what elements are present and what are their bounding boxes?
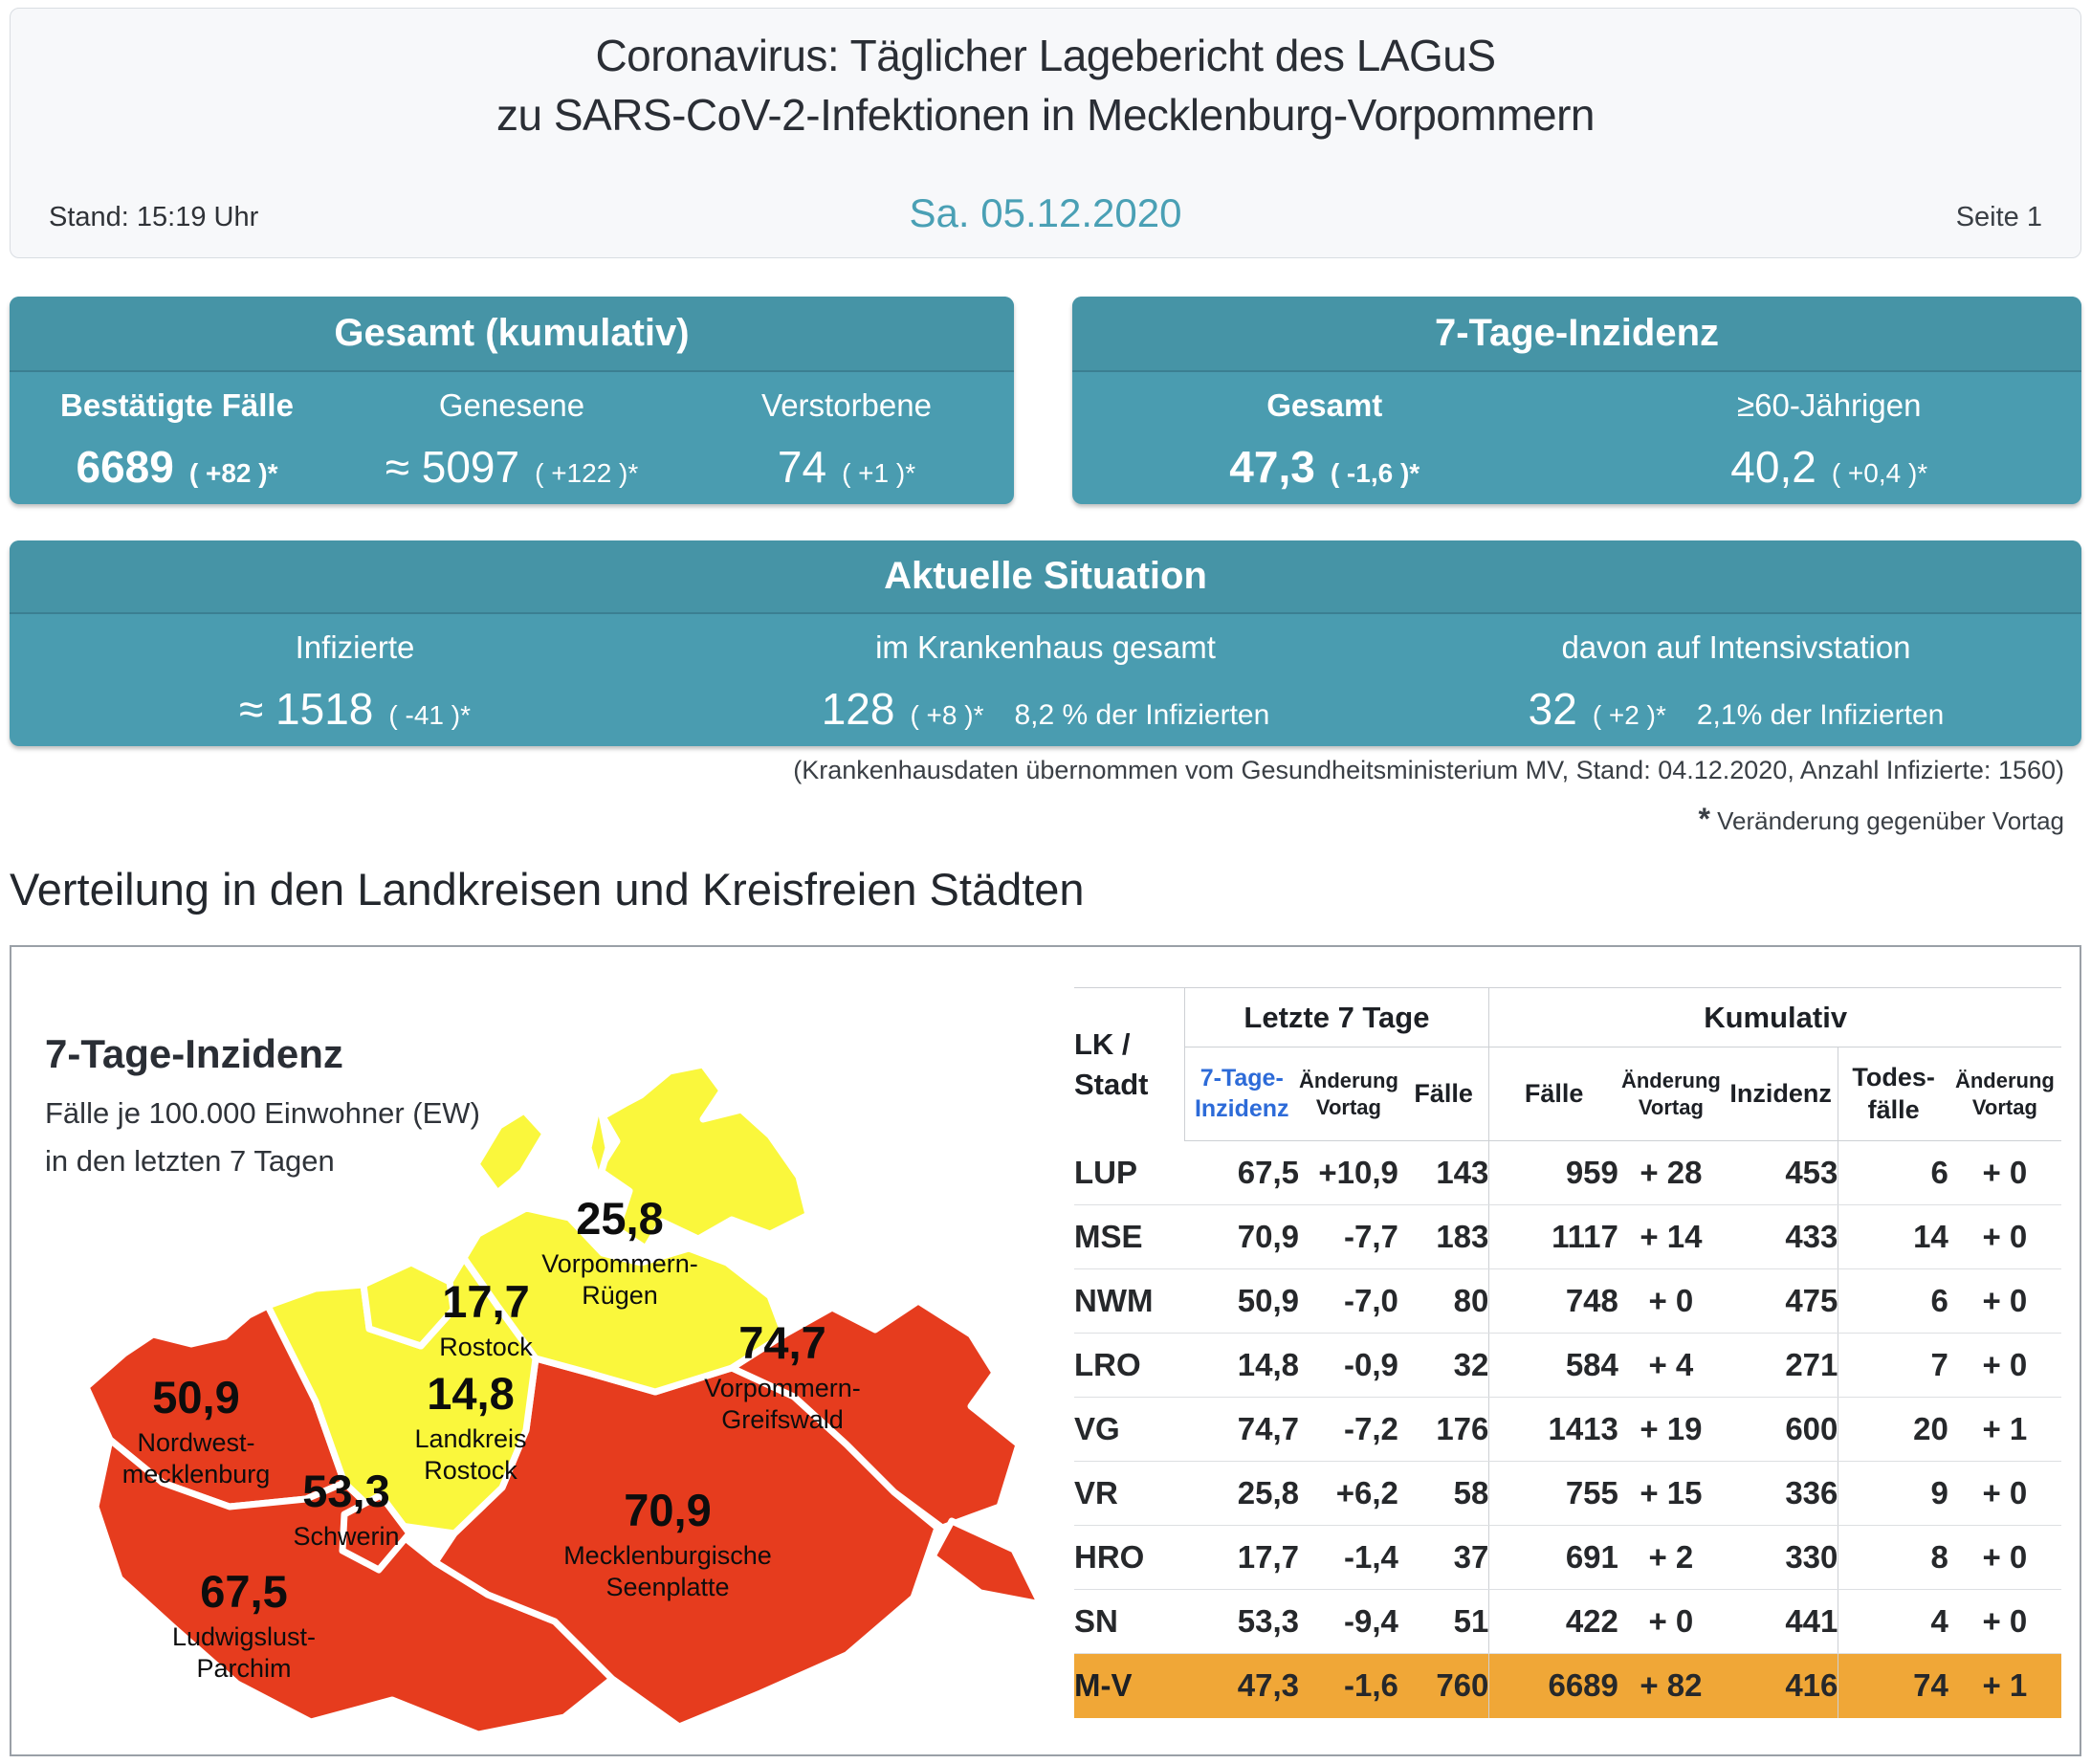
card-gesamt-kumulativ bbox=[10, 297, 1014, 504]
district-table bbox=[1074, 987, 2061, 1718]
card-inzidenz-title: 7-Tage-Inzidenz bbox=[1434, 312, 1720, 354]
map-region-name: Parchim bbox=[196, 1654, 292, 1683]
stat-change: ( -41 )* bbox=[388, 700, 471, 730]
table-header-aenderung-vortag: Änderung Vortag bbox=[1299, 1047, 1398, 1141]
cell-chgk: + 0 bbox=[1618, 1590, 1724, 1654]
cell-inzk: 416 bbox=[1724, 1654, 1838, 1718]
table-header-aenderung-vortag: Änderung Vortag bbox=[1948, 1047, 2061, 1141]
table-row bbox=[1074, 1590, 2061, 1654]
map-value-mse: 70,9 bbox=[624, 1485, 712, 1535]
map-label-hro bbox=[439, 1276, 533, 1361]
section-title: Verteilung in den Landkreisen und Kreisfreien Städten bbox=[10, 864, 1085, 915]
map-value-lup: 67,5 bbox=[200, 1566, 288, 1617]
card-aktuelle-situation bbox=[10, 540, 2081, 746]
cell-tod: 6 bbox=[1838, 1269, 1948, 1334]
cell-chgt: + 0 bbox=[1948, 1269, 2061, 1334]
stat-value: 40,2 bbox=[1730, 442, 1816, 492]
cell-inz7: 14,8 bbox=[1184, 1334, 1299, 1398]
cell-tod: 74 bbox=[1838, 1654, 1948, 1718]
cell-chgk: + 28 bbox=[1618, 1141, 1724, 1205]
table-row bbox=[1074, 1334, 2061, 1398]
cell-tod: 4 bbox=[1838, 1590, 1948, 1654]
stat-label: Verstorbene bbox=[761, 387, 932, 423]
cell-lk: VG bbox=[1074, 1398, 1184, 1462]
stat-change: ( +1 )* bbox=[842, 458, 916, 488]
table-row bbox=[1074, 1141, 2061, 1205]
stat-extra: 8,2 % der Infizierten bbox=[1014, 699, 1270, 731]
cell-fk: 959 bbox=[1489, 1141, 1618, 1205]
stat-value: 32 bbox=[1528, 684, 1577, 734]
cell-fk: 691 bbox=[1489, 1526, 1618, 1590]
table-row bbox=[1074, 1205, 2061, 1269]
stat-inzidenz-gesamt bbox=[1072, 372, 1577, 493]
stat-verstorbene bbox=[679, 372, 1014, 493]
cell-tod: 7 bbox=[1838, 1334, 1948, 1398]
cell-inz7: 67,5 bbox=[1184, 1141, 1299, 1205]
cell-chg7: -7,2 bbox=[1299, 1398, 1398, 1462]
report-title-line2: zu SARS-CoV-2-Infektionen in Mecklenburg-Vorpommern bbox=[495, 90, 1596, 140]
cell-f7: 58 bbox=[1398, 1462, 1489, 1526]
map-label-lro bbox=[414, 1368, 526, 1485]
map-value-lro: 14,8 bbox=[427, 1368, 515, 1419]
cell-chgt: + 0 bbox=[1948, 1526, 2061, 1590]
table-body bbox=[1074, 1141, 2061, 1718]
card-inzidenz-title-band bbox=[1072, 297, 2081, 372]
cell-inz7: 50,9 bbox=[1184, 1269, 1299, 1334]
map-region-name: Mecklenburgische bbox=[563, 1541, 772, 1570]
cell-chgt: + 0 bbox=[1948, 1141, 2061, 1205]
card-gesamt-title-band bbox=[10, 297, 1014, 372]
stat-change: ( +82 )* bbox=[188, 458, 278, 488]
stat-label: im Krankenhaus gesamt bbox=[875, 629, 1216, 665]
cell-fk: 1413 bbox=[1489, 1398, 1618, 1462]
report-date: Sa. 05.12.2020 bbox=[909, 190, 1182, 235]
map-value-vr: 25,8 bbox=[576, 1193, 664, 1244]
cell-chgk: + 0 bbox=[1618, 1269, 1724, 1334]
cell-chgk: + 15 bbox=[1618, 1462, 1724, 1526]
cell-chgt: + 0 bbox=[1948, 1590, 2061, 1654]
cell-chg7: -9,4 bbox=[1299, 1590, 1398, 1654]
map-value-nwm: 50,9 bbox=[152, 1372, 240, 1422]
cell-chg7: +6,2 bbox=[1299, 1462, 1398, 1526]
cell-chg7: -0,9 bbox=[1299, 1334, 1398, 1398]
cell-chgk: + 19 bbox=[1618, 1398, 1724, 1462]
card-gesamt-title: Gesamt (kumulativ) bbox=[334, 312, 690, 354]
map-legend-line2: in den letzten 7 Tagen bbox=[45, 1144, 335, 1178]
cell-lk: LUP bbox=[1074, 1141, 1184, 1205]
cell-inz7: 25,8 bbox=[1184, 1462, 1299, 1526]
map-region-name: Rostock bbox=[424, 1456, 517, 1485]
cell-chgt: + 0 bbox=[1948, 1334, 2061, 1398]
cell-tod: 6 bbox=[1838, 1141, 1948, 1205]
stat-bestaetigte-faelle bbox=[10, 372, 344, 493]
cell-inzk: 600 bbox=[1724, 1398, 1838, 1462]
map-region-name: Vorpommern- bbox=[704, 1374, 861, 1402]
table-row bbox=[1074, 1398, 2061, 1462]
stat-change: ( +2 )* bbox=[1592, 700, 1666, 730]
stat-label: ≥60-Jährigen bbox=[1737, 387, 1922, 423]
cell-fk: 422 bbox=[1489, 1590, 1618, 1654]
cell-inz7: 70,9 bbox=[1184, 1205, 1299, 1269]
stat-change: ( +8 )* bbox=[910, 700, 984, 730]
table-header-inzidenz: Inzidenz bbox=[1724, 1047, 1838, 1141]
cell-inzk: 336 bbox=[1724, 1462, 1838, 1526]
cell-tod: 8 bbox=[1838, 1526, 1948, 1590]
cell-lk: MSE bbox=[1074, 1205, 1184, 1269]
card-situation-title: Aktuelle Situation bbox=[884, 555, 1207, 597]
cell-lk: SN bbox=[1074, 1590, 1184, 1654]
cell-chgt: + 1 bbox=[1948, 1654, 2061, 1718]
cell-chgk: + 14 bbox=[1618, 1205, 1724, 1269]
cell-inz7: 47,3 bbox=[1184, 1654, 1299, 1718]
stat-change: ( -1,6 )* bbox=[1330, 458, 1420, 488]
cell-fk: 748 bbox=[1489, 1269, 1618, 1334]
map-region-usedom-island bbox=[933, 1521, 1041, 1604]
cell-inzk: 475 bbox=[1724, 1269, 1838, 1334]
table-corner-header: LK / Stadt bbox=[1074, 988, 1184, 1141]
table-group-letzte-7-tage: Letzte 7 Tage bbox=[1184, 988, 1489, 1047]
table-header-aenderung-vortag: Änderung Vortag bbox=[1618, 1047, 1724, 1141]
cell-inz7: 17,7 bbox=[1184, 1526, 1299, 1590]
map-region-name: Greifswald bbox=[721, 1405, 844, 1434]
stat-genesene bbox=[344, 372, 679, 493]
cell-chgt: + 0 bbox=[1948, 1205, 2061, 1269]
report-timestamp: Stand: 15:19 Uhr bbox=[49, 202, 259, 232]
cell-chgt: + 0 bbox=[1948, 1462, 2061, 1526]
map-region-name: Nordwest- bbox=[137, 1428, 255, 1457]
table-header-faelle-7tage: Fälle bbox=[1398, 1047, 1489, 1141]
stat-extra: 2,1% der Infizierten bbox=[1696, 699, 1945, 731]
card-situation-title-band bbox=[10, 540, 2081, 614]
cell-chg7: -1,4 bbox=[1299, 1526, 1398, 1590]
footnote-asterisk bbox=[1698, 802, 2064, 837]
cell-lk: VR bbox=[1074, 1462, 1184, 1526]
table-row bbox=[1074, 1462, 2061, 1526]
stat-label: davon auf Intensivstation bbox=[1561, 629, 1911, 665]
stat-value: 74 bbox=[777, 442, 827, 492]
stat-label: Genesene bbox=[438, 387, 585, 423]
cell-fk: 755 bbox=[1489, 1462, 1618, 1526]
cell-inzk: 271 bbox=[1724, 1334, 1838, 1398]
cell-chgk: + 4 bbox=[1618, 1334, 1724, 1398]
cell-chgk: + 82 bbox=[1618, 1654, 1724, 1718]
cell-tod: 14 bbox=[1838, 1205, 1948, 1269]
map-label-sn bbox=[293, 1466, 399, 1551]
map-region-name: Landkreis bbox=[414, 1424, 527, 1453]
stat-inzidenz-60plus bbox=[1577, 372, 2082, 493]
footnote-hospital-data: (Krankenhausdaten übernommen vom Gesundheitsministerium MV, Stand: 04.12.2020, Anzahl Infizierte: 1560) bbox=[793, 756, 2064, 784]
cell-f7: 80 bbox=[1398, 1269, 1489, 1334]
page-number: Seite 1 bbox=[1955, 202, 2042, 232]
asterisk-text: Veränderung gegenüber Vortag bbox=[1709, 806, 2064, 835]
table-row-total-mv bbox=[1074, 1654, 2061, 1718]
cell-f7: 183 bbox=[1398, 1205, 1489, 1269]
cell-lk: LRO bbox=[1074, 1334, 1184, 1398]
cell-f7: 760 bbox=[1398, 1654, 1489, 1718]
stat-label: Gesamt bbox=[1266, 387, 1383, 423]
map-region-darss-peninsula bbox=[476, 1111, 545, 1193]
table-row bbox=[1074, 1526, 2061, 1590]
cell-f7: 32 bbox=[1398, 1334, 1489, 1398]
stat-krankenhaus bbox=[700, 614, 1391, 735]
mv-choropleth-map bbox=[29, 1057, 1052, 1755]
stat-change: ( +0,4 )* bbox=[1831, 458, 1928, 488]
card-7-tage-inzidenz bbox=[1072, 297, 2081, 504]
cell-f7: 37 bbox=[1398, 1526, 1489, 1590]
cell-fk: 6689 bbox=[1489, 1654, 1618, 1718]
cell-chg7: -1,6 bbox=[1299, 1654, 1398, 1718]
cell-f7: 143 bbox=[1398, 1141, 1489, 1205]
cell-chg7: -7,0 bbox=[1299, 1269, 1398, 1334]
map-region-name: Rügen bbox=[582, 1281, 658, 1310]
report-title-line1: Coronavirus: Täglicher Lagebericht des LAGuS bbox=[595, 31, 1496, 80]
map-region-name: Rostock bbox=[439, 1333, 533, 1361]
cell-lk: M-V bbox=[1074, 1654, 1184, 1718]
cell-chg7: -7,7 bbox=[1299, 1205, 1398, 1269]
table-row bbox=[1074, 1269, 2061, 1334]
cell-fk: 584 bbox=[1489, 1334, 1618, 1398]
map-legend-title: 7-Tage-Inzidenz bbox=[45, 1031, 343, 1076]
stat-infizierte bbox=[10, 614, 700, 735]
table-header-7-tage-inzidenz: 7-Tage- Inzidenz bbox=[1184, 1047, 1299, 1141]
report-header bbox=[10, 8, 2081, 258]
cell-tod: 20 bbox=[1838, 1398, 1948, 1462]
cell-chgt: + 1 bbox=[1948, 1398, 2061, 1462]
stat-value: ≈ 1518 bbox=[239, 684, 374, 734]
map-legend-line1: Fälle je 100.000 Einwohner (EW) bbox=[45, 1096, 480, 1130]
cell-inzk: 453 bbox=[1724, 1141, 1838, 1205]
map-region-name: Ludwigslust- bbox=[171, 1622, 317, 1651]
cell-inzk: 433 bbox=[1724, 1205, 1838, 1269]
cell-chg7: +10,9 bbox=[1299, 1141, 1398, 1205]
stat-intensivstation bbox=[1391, 614, 2081, 735]
cell-inz7: 53,3 bbox=[1184, 1590, 1299, 1654]
cell-f7: 176 bbox=[1398, 1398, 1489, 1462]
stat-value: 128 bbox=[821, 684, 895, 734]
map-value-sn: 53,3 bbox=[302, 1466, 390, 1516]
stat-value: 6689 bbox=[76, 442, 174, 492]
cell-inzk: 330 bbox=[1724, 1526, 1838, 1590]
stat-label: Bestätigte Fälle bbox=[60, 387, 294, 423]
cell-inz7: 74,7 bbox=[1184, 1398, 1299, 1462]
table-header-faelle-kumulativ: Fälle bbox=[1489, 1047, 1618, 1141]
stat-label: Infizierte bbox=[295, 629, 415, 665]
map-value-hro: 17,7 bbox=[442, 1276, 530, 1327]
stat-value: 47,3 bbox=[1229, 442, 1315, 492]
stat-change: ( +122 )* bbox=[535, 458, 639, 488]
map-region-name: Schwerin bbox=[293, 1522, 400, 1551]
stat-value: ≈ 5097 bbox=[385, 442, 520, 492]
cell-fk: 1117 bbox=[1489, 1205, 1618, 1269]
cell-chgk: + 2 bbox=[1618, 1526, 1724, 1590]
map-value-vg: 74,7 bbox=[738, 1317, 826, 1368]
map-region-name: mecklenburg bbox=[121, 1460, 271, 1488]
table-header-todesfaelle: Todes- fälle bbox=[1838, 1047, 1948, 1141]
map-region-name: Seenplatte bbox=[605, 1573, 730, 1601]
cell-lk: HRO bbox=[1074, 1526, 1184, 1590]
map-region-name: Vorpommern- bbox=[541, 1249, 698, 1278]
cell-lk: NWM bbox=[1074, 1269, 1184, 1334]
cell-f7: 51 bbox=[1398, 1590, 1489, 1654]
asterisk-symbol: * bbox=[1698, 802, 1710, 836]
table-group-kumulativ: Kumulativ bbox=[1489, 988, 2061, 1047]
cell-inzk: 441 bbox=[1724, 1590, 1838, 1654]
cell-tod: 9 bbox=[1838, 1462, 1948, 1526]
